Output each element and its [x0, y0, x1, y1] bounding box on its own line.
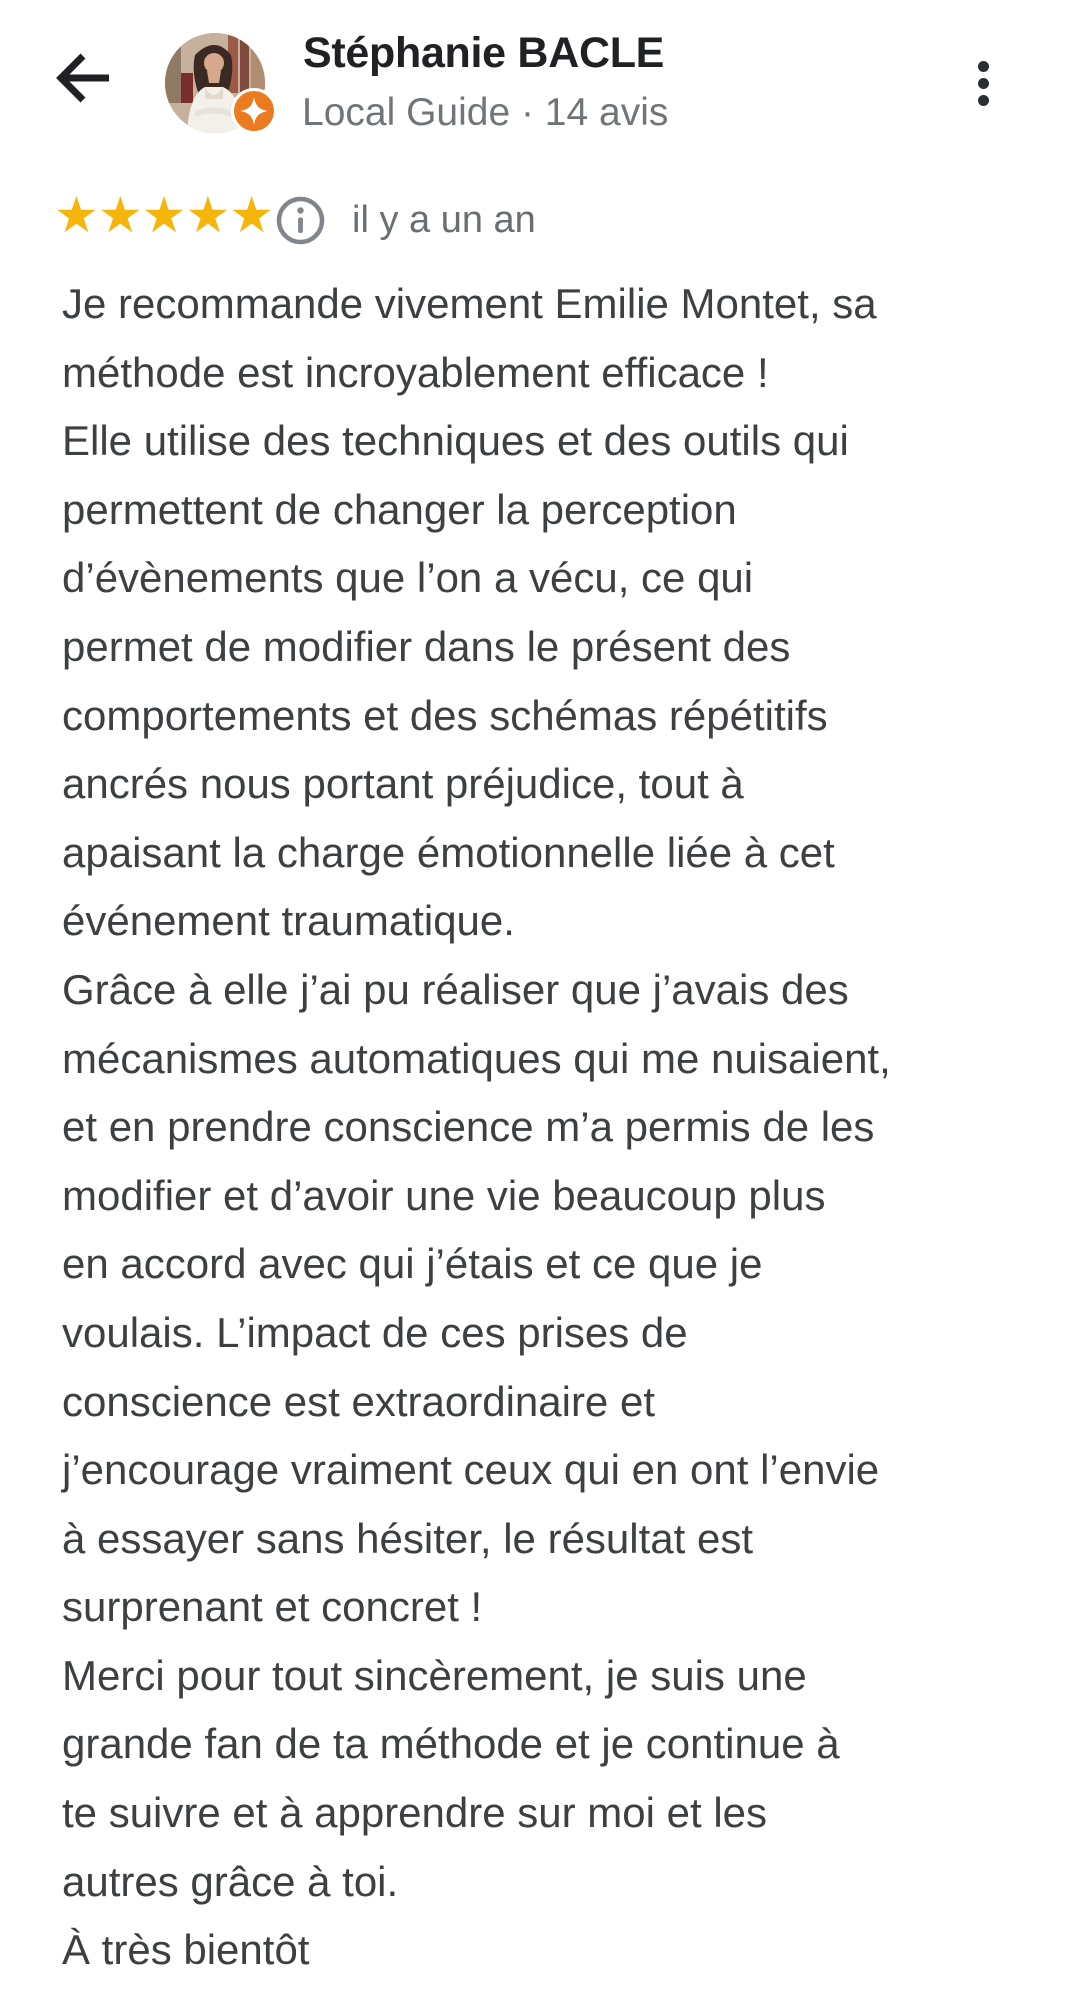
overflow-dot-icon	[978, 78, 989, 89]
review-line: apaisant la charge émotionnelle liée à cet	[62, 828, 835, 876]
review-line: autres grâce à toi.	[62, 1857, 399, 1905]
review-text	[62, 270, 1072, 1985]
back-button[interactable]	[50, 46, 116, 112]
local-guide-badge-icon	[231, 88, 277, 134]
overflow-dot-icon	[978, 61, 989, 72]
review-line: voulais. L’impact de ces prises de	[62, 1308, 688, 1356]
review-line: permettent de changer la perception	[62, 485, 737, 533]
review-line: Merci pour tout sincèrement, je suis une	[62, 1651, 807, 1699]
review-line: Grâce à elle j’ai pu réaliser que j’avais des	[62, 965, 849, 1013]
overflow-dot-icon	[978, 95, 989, 106]
review-line: Elle utilise des techniques et des outils qui	[62, 417, 849, 465]
info-button[interactable]	[276, 196, 325, 245]
review-line: grande fan de ta méthode et je continue à	[62, 1720, 840, 1768]
review-line: À très bientôt	[62, 1926, 310, 1974]
sparkle-icon	[237, 94, 271, 128]
review-line: surprenant et concret !	[62, 1583, 483, 1631]
info-icon	[276, 196, 325, 245]
review-line: et en prendre conscience m’a permis de les	[62, 1103, 875, 1151]
review-line: en accord avec qui j’étais et ce que je	[62, 1240, 763, 1288]
star-rating: ★★★★★	[54, 187, 274, 243]
review-line: te suivre et à apprendre sur moi et les	[62, 1789, 768, 1837]
overflow-menu-button[interactable]	[950, 50, 1016, 116]
review-line: méthode est incroyablement efficace !	[62, 348, 769, 396]
review-line: mécanismes automatiques qui me nuisaient,	[62, 1034, 891, 1082]
review-line: ancrés nous portant préjudice, tout à	[62, 760, 744, 808]
review-line: d’évènements que l’on a vécu, ce qui	[62, 554, 754, 602]
reviewer-name: Stéphanie BACLE	[303, 29, 665, 77]
review-line: Je recommande vivement Emilie Montet, sa	[62, 280, 877, 327]
review-line: modifier et d’avoir une vie beaucoup plus	[62, 1171, 826, 1219]
review-line: conscience est extraordinaire et	[62, 1377, 655, 1425]
back-arrow-icon	[53, 48, 113, 108]
review-line: j’encourage vraiment ceux qui en ont l’envie	[62, 1446, 880, 1494]
reviewer-status: Local Guide · 14 avis	[302, 91, 669, 134]
review-line: à essayer sans hésiter, le résultat est	[62, 1514, 754, 1562]
review-line: événement traumatique.	[62, 897, 515, 945]
review-age: il y a un an	[352, 199, 536, 241]
review-line: permet de modifier dans le présent des	[62, 622, 791, 670]
review-line: comportements et des schémas répétitifs	[62, 691, 828, 739]
